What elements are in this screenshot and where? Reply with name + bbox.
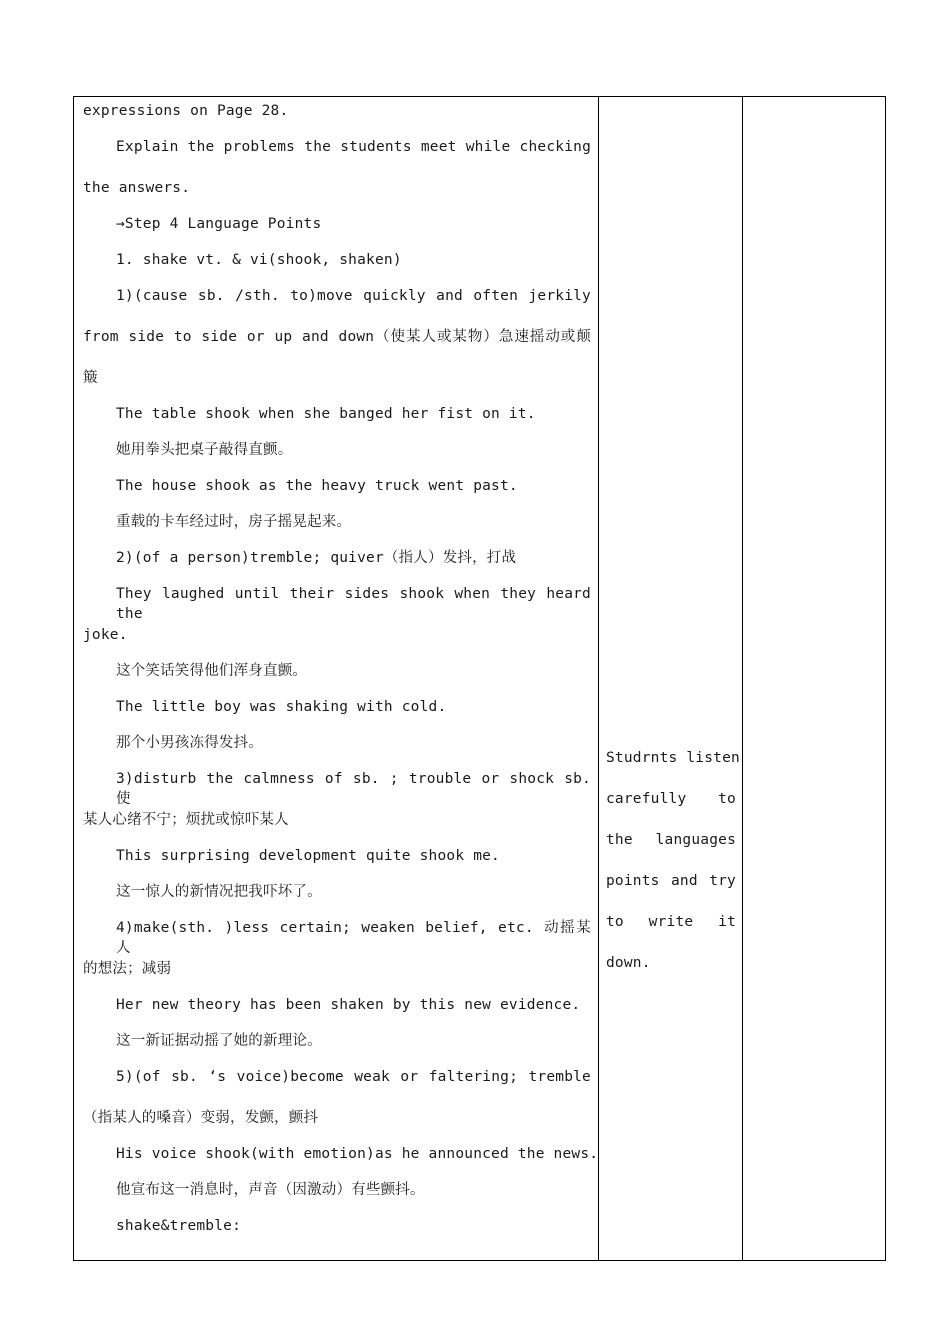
example-sentence: This surprising development quite shook me. (116, 848, 500, 864)
example-sentence: His voice shook(with emotion)as he announced the news. (116, 1146, 599, 1162)
content-line: 5)(of sb. ‘s voice)become weak or faltering; tremble (116, 1069, 591, 1085)
lesson-plan-table (73, 96, 886, 1261)
activity-line: to write it (606, 914, 736, 930)
example-translation: 他宣布这一消息时，声音（因激动）有些颤抖。 (116, 1182, 425, 1198)
example-sentence: joke. (83, 627, 128, 643)
content-line: expressions on Page 28. (83, 103, 289, 119)
example-sentence: The little boy was shaking with cold. (116, 699, 447, 715)
content-line: 1. shake vt. & vi(shook, shaken) (116, 252, 402, 268)
content-line: 2)(of a person)tremble; quiver（指人）发抖，打战 (116, 550, 517, 566)
activity-line: down. (606, 955, 651, 971)
content-line: 某人心绪不宁；烦扰或惊吓某人 (83, 812, 289, 828)
step-heading: →Step 4 Language Points (116, 216, 322, 232)
example-translation: 她用拳头把桌子敲得直颤。 (116, 442, 293, 458)
column-divider-2 (742, 97, 743, 1260)
example-translation: 重载的卡车经过时，房子摇晃起来。 (116, 514, 352, 530)
example-sentence: The table shook when she banged her fist on it. (116, 406, 536, 422)
activity-line: points and try (606, 873, 736, 889)
example-sentence: Her new theory has been shaken by this new evidence. (116, 997, 581, 1013)
activity-line: the languages (606, 832, 736, 848)
example-translation: 这个笑话笑得他们浑身直颤。 (116, 663, 308, 679)
example-translation: 这一惊人的新情况把我吓坏了。 (116, 884, 322, 900)
example-sentence: The house shook as the heavy truck went past. (116, 478, 518, 494)
content-line: 3)disturb the calmness of sb. ; trouble or shock sb. 使 (116, 771, 591, 807)
content-line: shake&tremble: (116, 1218, 242, 1234)
example-translation: 这一新证据动摇了她的新理论。 (116, 1033, 322, 1049)
activity-line: Studrnts listen (606, 750, 740, 766)
example-sentence: They laughed until their sides shook when they heard the (116, 586, 591, 622)
content-line: 簸 (83, 370, 98, 386)
content-line: from side to side or up and down（使某人或某物）急速摇动或颠 (83, 329, 591, 345)
content-line: 4)make(sth. )less certain; weaken belief, etc. 动摇某人 (116, 920, 591, 956)
content-line: （指某人的嗓音）变弱，发颤，颤抖 (83, 1110, 319, 1126)
content-line: 1)(cause sb. /sth. to)move quickly and often jerkily (116, 288, 591, 304)
activity-line: carefully to (606, 791, 736, 807)
content-line: the answers. (83, 180, 191, 196)
content-line: Explain the problems the students meet while checking (116, 139, 591, 155)
column-divider-1 (598, 97, 599, 1260)
content-line: 的想法；减弱 (83, 961, 172, 977)
example-translation: 那个小男孩冻得发抖。 (116, 735, 263, 751)
